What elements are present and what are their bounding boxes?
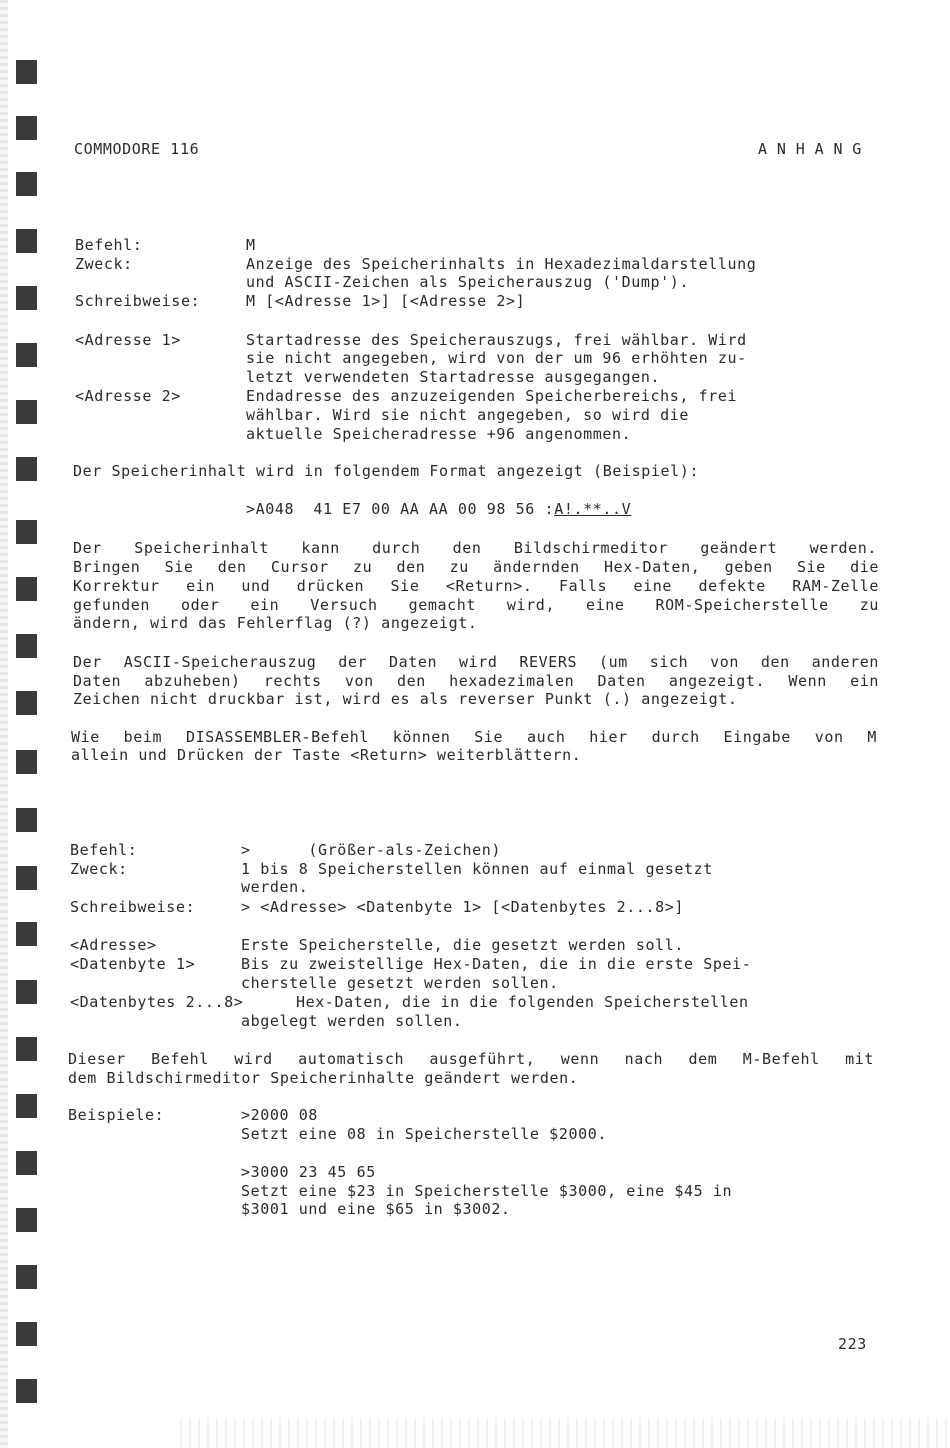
- m-format-intro: Der Speicherinhalt wird in folgendem Format angezeigt (Beispiel):: [73, 462, 699, 480]
- punch-hole: [16, 520, 37, 544]
- m-paragraph-line: ändern, wird das Fehlerflag (?) angezeigt.: [73, 614, 478, 632]
- m-paragraph-line: Daten abzuheben) rechts von den hexadezimalen Daten angezeigt. Wenn ein: [73, 672, 879, 690]
- punch-hole: [16, 1322, 37, 1346]
- m-adresse2-line: wählbar. Wird sie nicht angegeben, so wird die: [246, 406, 690, 424]
- gt-beispiele-label: Beispiele:: [68, 1106, 165, 1124]
- m-paragraph-line: Wie beim DISASSEMBLER-Befehl können Sie auch hier durch Eingabe von M: [71, 728, 877, 746]
- gt-datenbytes-label: <Datenbytes 2...8>: [70, 993, 244, 1011]
- gt-datenbyte1-line: cherstelle gesetzt werden sollen.: [241, 974, 559, 992]
- header-left: COMMODORE 116: [74, 140, 200, 158]
- punch-hole: [16, 229, 37, 253]
- m-paragraph-line: gefunden oder ein Versuch gemacht wird, eine ROM-Speicherstelle zu: [73, 596, 879, 614]
- m-example-hex: >A048 41 E7 00 AA AA 00 98 56 :: [246, 500, 555, 518]
- gt-example1-desc: Setzt eine 08 in Speicherstelle $2000.: [241, 1125, 607, 1143]
- gt-example1-cmd: >2000 08: [241, 1106, 319, 1124]
- gt-datenbyte1-line: Bis zu zweistellige Hex-Daten, die in die erste Spei-: [241, 955, 752, 973]
- scan-noise: [180, 1418, 950, 1448]
- punch-hole: [16, 1379, 37, 1403]
- gt-paragraph-line: dem Bildschirmeditor Speicherinhalte geändert werden.: [68, 1069, 579, 1087]
- header-right: A N H A N G: [758, 140, 862, 158]
- m-adresse2-line: Endadresse des anzuzeigenden Speicherbereichs, frei: [246, 387, 738, 405]
- m-paragraph-line: allein und Drücken der Taste <Return> weiterblättern.: [71, 746, 582, 764]
- gt-zweck-line: werden.: [241, 878, 309, 896]
- m-schreib-label: Schreibweise:: [75, 292, 201, 310]
- punch-hole: [16, 866, 37, 890]
- m-adresse2-line: aktuelle Speicheradresse +96 angenommen.: [246, 425, 632, 443]
- punch-holes: [0, 0, 40, 1448]
- punch-hole: [16, 116, 37, 140]
- gt-befehl-label: Befehl:: [70, 841, 138, 859]
- punch-hole: [16, 400, 37, 424]
- m-example-ascii: A!.**..V: [554, 500, 632, 518]
- m-paragraph-line: Der Speicherinhalt kann durch den Bildschirmeditor geändert werden.: [73, 539, 877, 557]
- gt-schreibweise: > <Adresse> <Datenbyte 1> [<Datenbytes 2...8>]: [241, 898, 685, 916]
- punch-hole: [16, 1151, 37, 1175]
- m-adresse2-label: <Adresse 2>: [75, 387, 181, 405]
- punch-hole: [16, 1265, 37, 1289]
- gt-example2-cmd: >3000 23 45 65: [241, 1163, 376, 1181]
- punch-hole: [16, 980, 37, 1004]
- punch-hole: [16, 750, 37, 774]
- m-paragraph-line: Bringen Sie den Cursor zu den zu ändernden Hex-Daten, geben Sie die: [73, 558, 879, 576]
- m-paragraph-line: Zeichen nicht druckbar ist, wird es als reverser Punkt (.) angezeigt.: [73, 690, 738, 708]
- punch-hole: [16, 60, 37, 84]
- gt-datenbyte1-label: <Datenbyte 1>: [70, 955, 196, 973]
- gt-zweck-line: 1 bis 8 Speicherstellen können auf einmal gesetzt: [241, 860, 713, 878]
- punch-hole: [16, 577, 37, 601]
- m-paragraph-line: Korrektur ein und drücken Sie <Return>. Falls eine defekte RAM-Zelle: [73, 577, 879, 595]
- gt-adresse-label: <Adresse>: [70, 936, 157, 954]
- punch-hole: [16, 1037, 37, 1061]
- m-schreibweise: M [<Adresse 1>] [<Adresse 2>]: [246, 292, 526, 310]
- m-paragraph-line: Der ASCII-Speicherauszug der Daten wird REVERS (um sich von den anderen: [73, 653, 879, 671]
- punch-hole: [16, 691, 37, 715]
- m-adresse1-line: Startadresse des Speicherauszugs, frei wählbar. Wird: [246, 331, 747, 349]
- page-number: 223: [838, 1335, 867, 1353]
- punch-hole: [16, 172, 37, 196]
- punch-hole: [16, 808, 37, 832]
- gt-paragraph-line: Dieser Befehl wird automatisch ausgeführt, wenn nach dem M-Befehl mit: [68, 1050, 874, 1068]
- punch-hole: [16, 922, 37, 946]
- punch-hole: [16, 457, 37, 481]
- m-zweck-line: Anzeige des Speicherinhalts in Hexadezimaldarstellung: [246, 255, 757, 273]
- gt-example2-desc: $3001 und eine $65 in $3002.: [241, 1200, 511, 1218]
- m-example-line: [246, 500, 631, 519]
- gt-datenbytes-line: Hex-Daten, die in die folgenden Speicherstellen: [296, 993, 749, 1011]
- m-befehl: M: [246, 236, 256, 254]
- gt-schreib-label: Schreibweise:: [70, 898, 196, 916]
- m-zweck-line: und ASCII-Zeichen als Speicherauszug ('Dump').: [246, 273, 690, 291]
- gt-befehl: > (Größer-als-Zeichen): [241, 841, 502, 859]
- gt-zweck-label: Zweck:: [70, 860, 128, 878]
- gt-datenbytes-line: abgelegt werden sollen.: [241, 1012, 463, 1030]
- m-adresse1-line: sie nicht angegeben, wird von der um 96 erhöhten zu-: [246, 349, 747, 367]
- punch-hole: [16, 634, 37, 658]
- m-zweck-label: Zweck:: [75, 255, 133, 273]
- gt-adresse-desc: Erste Speicherstelle, die gesetzt werden soll.: [241, 936, 685, 954]
- punch-hole: [16, 343, 37, 367]
- m-adresse1-label: <Adresse 1>: [75, 331, 181, 349]
- m-befehl-label: Befehl:: [75, 236, 143, 254]
- m-adresse1-line: letzt verwendeten Startadresse ausgegangen.: [246, 368, 661, 386]
- punch-hole: [16, 286, 37, 310]
- punch-hole: [16, 1208, 37, 1232]
- punch-hole: [16, 1094, 37, 1118]
- gt-example2-desc: Setzt eine $23 in Speicherstelle $3000, eine $45 in: [241, 1182, 733, 1200]
